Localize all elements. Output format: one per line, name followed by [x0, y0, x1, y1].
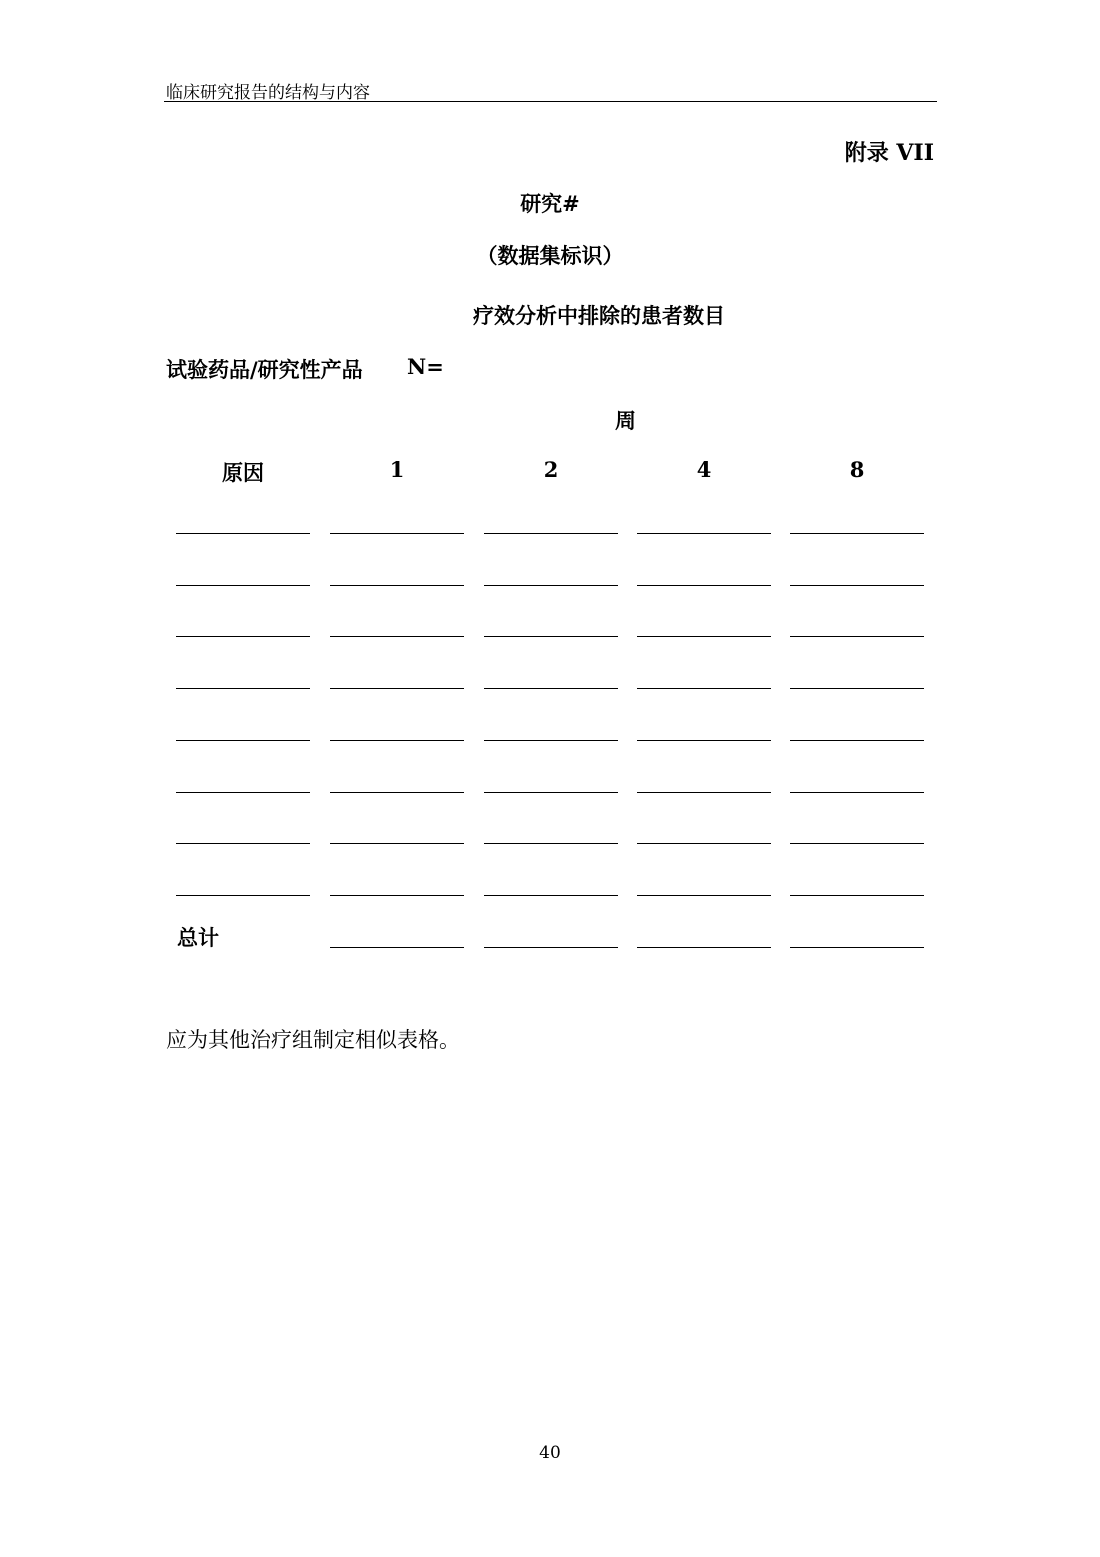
running-title: 临床研究报告的结构与内容 — [166, 83, 370, 103]
blank-cell-line — [484, 792, 618, 793]
blank-cell-line — [330, 533, 464, 534]
blank-cell-line — [790, 792, 924, 793]
blank-cell-line — [330, 843, 464, 844]
blank-cell-line — [790, 740, 924, 741]
total-cell-line — [790, 947, 924, 948]
blank-cell-line — [790, 636, 924, 637]
blank-cell-line — [330, 895, 464, 896]
blank-cell-line — [484, 895, 618, 896]
blank-cell-line — [176, 792, 310, 793]
blank-cell-line — [330, 740, 464, 741]
column-header-reason: 原因 — [222, 460, 264, 485]
blank-cell-line — [637, 792, 771, 793]
blank-cell-line — [637, 533, 771, 534]
study-label: 研究# — [520, 191, 580, 216]
footnote: 应为其他治疗组制定相似表格。 — [166, 1028, 460, 1052]
blank-cell-line — [484, 533, 618, 534]
blank-cell-line — [484, 688, 618, 689]
dataset-label: （数据集标识） — [476, 243, 624, 268]
blank-cell-line — [637, 688, 771, 689]
blank-cell-line — [790, 843, 924, 844]
n-label: N= — [407, 354, 444, 379]
blank-cell-line — [484, 843, 618, 844]
blank-cell-line — [790, 688, 924, 689]
blank-cell-line — [637, 740, 771, 741]
column-header-week-1: 1 — [389, 457, 405, 482]
blank-cell-line — [176, 843, 310, 844]
total-cell-line — [637, 947, 771, 948]
blank-cell-line — [484, 636, 618, 637]
treatment-label: 试验药品/研究性产品 — [166, 357, 363, 382]
blank-cell-line — [790, 585, 924, 586]
total-cell-line — [484, 947, 618, 948]
blank-cell-line — [330, 688, 464, 689]
blank-cell-line — [176, 636, 310, 637]
appendix-label: 附录 VII — [844, 140, 934, 166]
blank-cell-line — [790, 895, 924, 896]
blank-cell-line — [637, 636, 771, 637]
blank-cell-line — [176, 740, 310, 741]
blank-cell-line — [790, 533, 924, 534]
page-number: 40 — [539, 1443, 561, 1463]
week-header: 周 — [615, 408, 636, 433]
blank-cell-line — [176, 895, 310, 896]
blank-cell-line — [484, 585, 618, 586]
blank-cell-line — [330, 585, 464, 586]
blank-cell-line — [484, 740, 618, 741]
total-label: 总计 — [177, 925, 219, 950]
total-cell-line — [330, 947, 464, 948]
blank-cell-line — [637, 895, 771, 896]
blank-cell-line — [330, 792, 464, 793]
column-header-week-8: 8 — [849, 457, 865, 482]
table-title: 疗效分析中排除的患者数目 — [473, 303, 725, 328]
header-divider — [164, 101, 937, 102]
blank-cell-line — [330, 636, 464, 637]
blank-cell-line — [176, 585, 310, 586]
blank-cell-line — [637, 843, 771, 844]
column-header-week-2: 2 — [543, 457, 559, 482]
column-header-week-4: 4 — [696, 457, 712, 482]
blank-cell-line — [637, 585, 771, 586]
blank-cell-line — [176, 533, 310, 534]
blank-cell-line — [176, 688, 310, 689]
